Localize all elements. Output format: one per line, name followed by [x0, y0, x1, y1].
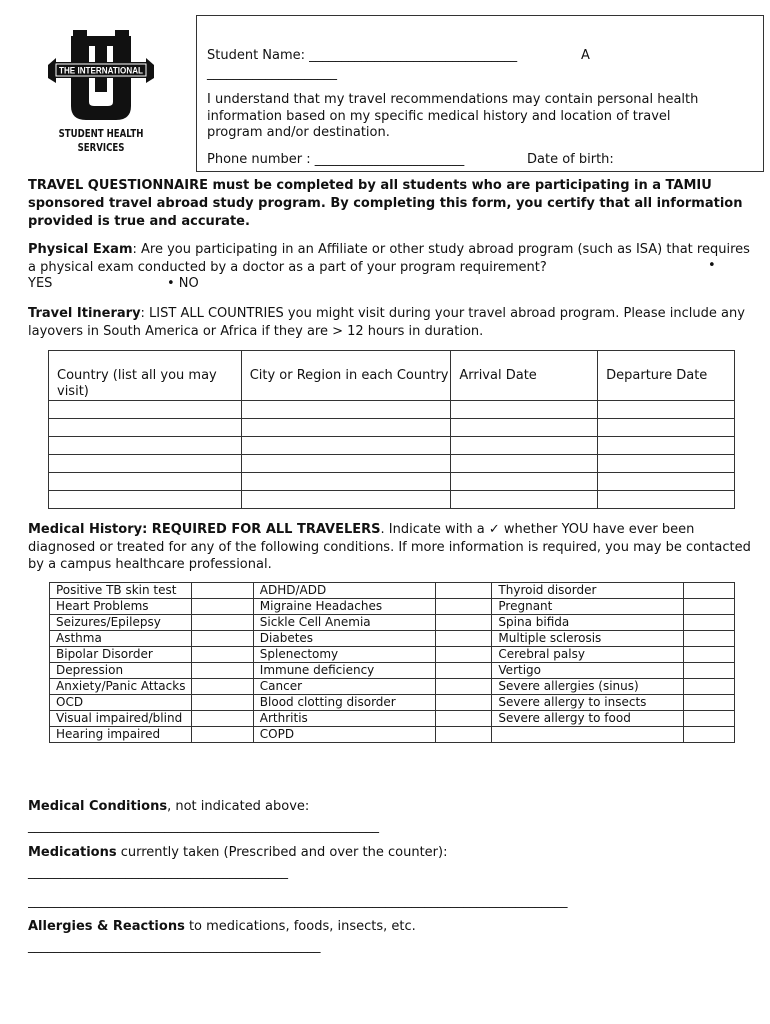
medical-history-instructions — [28, 521, 763, 574]
tamiu-u-logo-icon — [46, 28, 156, 128]
condition-checkbox[interactable] — [684, 663, 735, 679]
condition-checkbox[interactable] — [684, 711, 735, 727]
condition-label: COPD — [253, 727, 435, 743]
medications-question — [28, 844, 756, 862]
itinerary-header-city: City or Region in each Country — [241, 351, 451, 401]
itinerary-cell[interactable] — [451, 401, 598, 419]
condition-label: ADHD/ADD — [253, 583, 435, 599]
itinerary-table — [48, 350, 735, 509]
condition-label: Bipolar Disorder — [50, 647, 192, 663]
medical-history-text: . Indicate with a ✓ whether YOU have ever been diagnosed or treated for any of the following conditions. If more information is required, you may be contacted by a campus healthcare professional. — [28, 522, 751, 572]
condition-label: Hearing impaired — [50, 727, 192, 743]
condition-row — [50, 647, 735, 663]
condition-checkbox[interactable] — [684, 615, 735, 631]
condition-row — [50, 631, 735, 647]
condition-checkbox[interactable] — [684, 631, 735, 647]
condition-label: Arthritis — [253, 711, 435, 727]
travel-itinerary-instructions — [28, 305, 756, 340]
itinerary-cell[interactable] — [241, 437, 451, 455]
condition-checkbox[interactable] — [684, 695, 735, 711]
student-name-field[interactable]: Student Name: ________________________________ — [207, 48, 518, 63]
condition-row — [50, 615, 735, 631]
allergies-field[interactable]: _____________________________________________ — [28, 939, 321, 954]
student-info-box — [196, 15, 764, 172]
condition-checkbox[interactable] — [191, 727, 253, 743]
condition-checkbox[interactable] — [435, 583, 492, 599]
itinerary-row — [49, 455, 735, 473]
condition-checkbox[interactable] — [435, 599, 492, 615]
condition-checkbox[interactable] — [191, 695, 253, 711]
condition-label: Asthma — [50, 631, 192, 647]
allergies-label: Allergies & Reactions — [28, 919, 185, 934]
condition-row — [50, 599, 735, 615]
condition-checkbox[interactable] — [191, 663, 253, 679]
condition-label: Diabetes — [253, 631, 435, 647]
logo-caption — [58, 127, 144, 155]
condition-row — [50, 679, 735, 695]
condition-checkbox[interactable] — [435, 679, 492, 695]
yes-option[interactable]: YES — [28, 276, 53, 291]
itinerary-cell[interactable] — [598, 491, 735, 509]
itinerary-cell[interactable] — [241, 491, 451, 509]
medications-label: Medications — [28, 845, 117, 860]
condition-checkbox[interactable] — [435, 711, 492, 727]
itinerary-cell[interactable] — [241, 455, 451, 473]
yes-bullet: • — [708, 258, 716, 273]
itinerary-cell[interactable] — [49, 491, 242, 509]
medications-field-1[interactable]: ________________________________________ — [28, 865, 288, 880]
condition-label: Severe allergies (sinus) — [492, 679, 684, 695]
medical-conditions-label: Medical Conditions — [28, 799, 168, 814]
itinerary-cell[interactable] — [451, 437, 598, 455]
logo-caption-line2: SERVICES — [77, 141, 125, 154]
itinerary-cell[interactable] — [241, 401, 451, 419]
condition-label: OCD — [50, 695, 192, 711]
itinerary-cell[interactable] — [598, 473, 735, 491]
condition-label: Cancer — [253, 679, 435, 695]
a-number-label: A — [581, 48, 590, 63]
itinerary-row — [49, 437, 735, 455]
condition-row — [50, 583, 735, 599]
condition-label: Immune deficiency — [253, 663, 435, 679]
medications-field-2[interactable]: ___________________________________________________________________________________ — [28, 894, 568, 909]
condition-checkbox[interactable] — [435, 631, 492, 647]
condition-label: Positive TB skin test — [50, 583, 192, 599]
itinerary-row — [49, 491, 735, 509]
condition-label: Cerebral palsy — [492, 647, 684, 663]
medical-conditions-question — [28, 798, 756, 816]
condition-label: Anxiety/Panic Attacks — [50, 679, 192, 695]
condition-checkbox[interactable] — [435, 695, 492, 711]
condition-label — [492, 727, 684, 743]
condition-checkbox[interactable] — [191, 679, 253, 695]
condition-label: Vertigo — [492, 663, 684, 679]
date-of-birth-field[interactable]: Date of birth: — [527, 152, 614, 167]
questionnaire-intro: TRAVEL QUESTIONNAIRE must be completed by all students who are participating in a TAMIU sponsored travel abroad study program. By completing this form, you certify that all information provided is true and accurate. — [28, 178, 743, 229]
condition-label: Severe allergy to insects — [492, 695, 684, 711]
logo-caption-line1: STUDENT HEALTH — [58, 127, 144, 140]
condition-label: Multiple sclerosis — [492, 631, 684, 647]
itinerary-cell[interactable] — [598, 419, 735, 437]
condition-row — [50, 695, 735, 711]
condition-checkbox[interactable] — [435, 615, 492, 631]
allergies-question — [28, 918, 756, 936]
itinerary-cell[interactable] — [49, 437, 242, 455]
itinerary-header-row — [49, 351, 735, 401]
condition-label: Depression — [50, 663, 192, 679]
itinerary-header-country: Country (list all you may visit) — [49, 351, 242, 401]
physical-exam-question — [28, 241, 756, 276]
itinerary-row — [49, 401, 735, 419]
allergies-text: to medications, foods, insects, etc. — [184, 919, 416, 934]
condition-row — [50, 663, 735, 679]
acknowledgement-text: I understand that my travel recommendations may contain personal health information based on my specific medical history and location of travel program and/or destination. — [207, 92, 699, 140]
physical-exam-label: Physical Exam — [28, 242, 133, 257]
itinerary-cell[interactable] — [49, 473, 242, 491]
condition-label: Thyroid disorder — [492, 583, 684, 599]
condition-checkbox[interactable] — [191, 711, 253, 727]
condition-checkbox[interactable] — [191, 647, 253, 663]
no-option[interactable]: • NO — [167, 276, 199, 291]
itinerary-cell[interactable] — [598, 437, 735, 455]
condition-label: Sickle Cell Anemia — [253, 615, 435, 631]
condition-checkbox[interactable] — [435, 727, 492, 743]
itinerary-header-departure: Departure Date — [598, 351, 735, 401]
medications-text: currently taken (Prescribed and over the counter): — [116, 845, 448, 860]
itinerary-cell[interactable] — [49, 419, 242, 437]
condition-checkbox[interactable] — [191, 599, 253, 615]
itinerary-cell[interactable] — [241, 473, 451, 491]
phone-number-field[interactable]: Phone number : _______________________ — [207, 152, 465, 167]
itinerary-header-arrival: Arrival Date — [451, 351, 598, 401]
condition-row — [50, 711, 735, 727]
condition-label: Seizures/Epilepsy — [50, 615, 192, 631]
travel-itinerary-text: : LIST ALL COUNTRIES you might visit during your travel abroad program. Please include any layovers in South America or Africa if they are > 12 hours in duration. — [28, 306, 745, 339]
itinerary-cell[interactable] — [49, 455, 242, 473]
condition-row — [50, 727, 735, 743]
itinerary-row — [49, 419, 735, 437]
condition-checkbox[interactable] — [684, 647, 735, 663]
itinerary-row — [49, 473, 735, 491]
itinerary-cell[interactable] — [451, 491, 598, 509]
logo-banner-text: THE INTERNATIONAL — [59, 65, 144, 76]
condition-checkbox[interactable] — [191, 583, 253, 599]
medical-conditions-text: , not indicated above: — [167, 799, 310, 814]
travel-itinerary-label: Travel Itinerary — [28, 306, 141, 321]
itinerary-cell[interactable] — [598, 401, 735, 419]
medical-conditions-field[interactable]: ______________________________________________________ — [28, 819, 379, 834]
physical-exam-text: : Are you participating in an Affiliate or other study abroad program (such as ISA) that requires a physical exam conducted by a doctor as a part of your program requirement? — [28, 242, 750, 275]
condition-label: Blood clotting disorder — [253, 695, 435, 711]
itinerary-cell[interactable] — [598, 455, 735, 473]
condition-label: Visual impaired/blind — [50, 711, 192, 727]
condition-label: Severe allergy to food — [492, 711, 684, 727]
itinerary-cell[interactable] — [451, 455, 598, 473]
medical-history-label: Medical History: REQUIRED FOR ALL TRAVELERS — [28, 522, 381, 537]
condition-checkbox[interactable] — [684, 583, 735, 599]
condition-checkbox[interactable] — [435, 663, 492, 679]
condition-checkbox[interactable] — [191, 615, 253, 631]
condition-label: Heart Problems — [50, 599, 192, 615]
condition-label: Migraine Headaches — [253, 599, 435, 615]
condition-checkbox[interactable] — [684, 599, 735, 615]
condition-label: Splenectomy — [253, 647, 435, 663]
condition-checkbox[interactable] — [684, 679, 735, 695]
itinerary-cell[interactable] — [241, 419, 451, 437]
medical-conditions-table — [49, 582, 735, 743]
itinerary-cell[interactable] — [451, 419, 598, 437]
itinerary-cell[interactable] — [451, 473, 598, 491]
condition-checkbox[interactable] — [435, 647, 492, 663]
condition-checkbox[interactable] — [191, 631, 253, 647]
condition-checkbox[interactable] — [684, 727, 735, 743]
a-number-field[interactable]: ____________________ — [207, 66, 337, 81]
condition-label: Spina bifida — [492, 615, 684, 631]
itinerary-cell[interactable] — [49, 401, 242, 419]
condition-label: Pregnant — [492, 599, 684, 615]
